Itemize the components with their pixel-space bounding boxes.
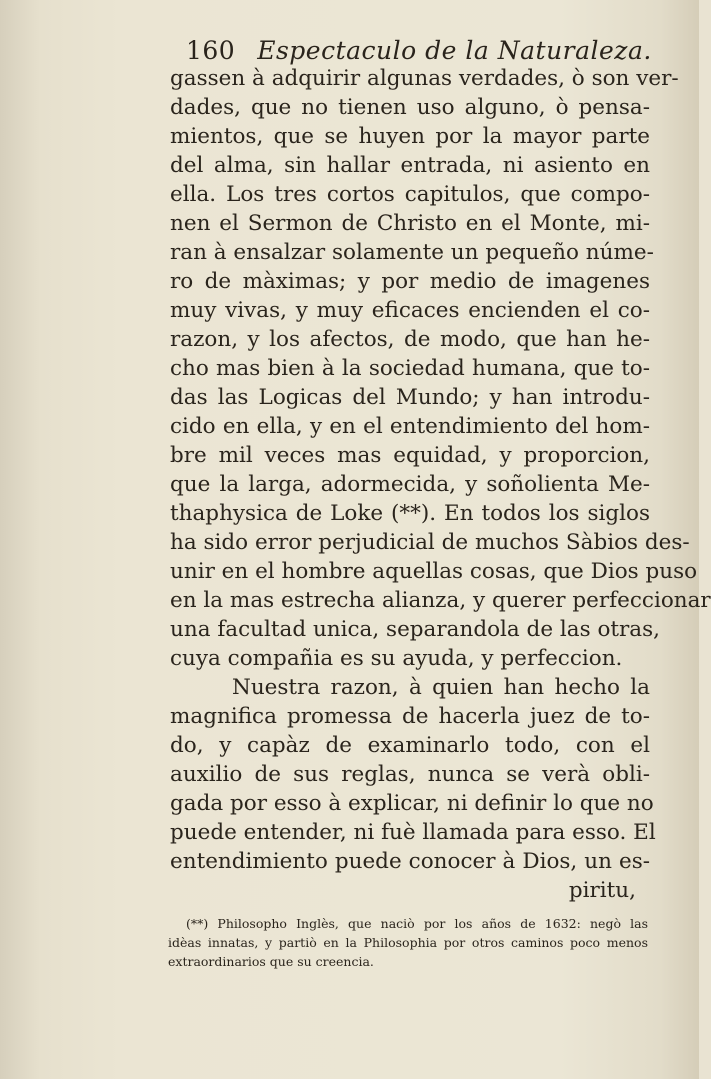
text-line: bre mil veces mas equidad, y proporcion,	[170, 443, 650, 468]
text-line: una facultad unica, separandola de las otras,	[170, 617, 660, 642]
text-line: gada por esso à explicar, ni definir lo que no	[170, 791, 654, 816]
text-line: thaphysica de Loke (**). En todos los siglos	[170, 501, 650, 526]
page-number: 160	[186, 36, 236, 65]
text-line: auxilio de sus reglas, nunca se verà obli-	[170, 762, 650, 787]
footnote-line: idèas innatas, y partiò en la Philosophia por otros caminos poco menos	[168, 935, 648, 950]
text-line: entendimiento puede conocer à Dios, un es-	[170, 849, 650, 874]
text-line: do, y capàz de examinarlo todo, con el	[170, 733, 650, 758]
text-line: nen el Sermon de Christo en el Monte, mi-	[170, 211, 650, 236]
footnote	[168, 914, 648, 971]
running-title: Espectaculo de la Naturaleza.	[257, 36, 652, 65]
text-line: cido en ella, y en el entendimiento del hom-	[170, 414, 650, 439]
page-header	[186, 36, 652, 65]
text-line: muy vivas, y muy eficaces encienden el co-	[170, 298, 650, 323]
text-line: razon, y los afectos, de modo, que han he-	[170, 327, 650, 352]
text-line: magnifica promessa de hacerla juez de to-	[170, 704, 650, 729]
text-line: del alma, sin hallar entrada, ni asiento en	[170, 153, 650, 178]
text-line: puede entender, ni fuè llamada para esso. El	[170, 820, 656, 845]
text-line: dades, que no tienen uso alguno, ò pensa-	[170, 95, 650, 120]
catchword: piritu,	[568, 878, 636, 903]
footnote-line: (**) Philosopho Inglès, que naciò por los años de 1632: negò las	[186, 916, 648, 931]
text-line: cho mas bien à la sociedad humana, que to-	[170, 356, 650, 381]
text-line: en la mas estrecha alianza, y querer perfeccionar	[170, 588, 711, 613]
footnote-line: extraordinarios que su creencia.	[168, 954, 374, 969]
text-line: ran à ensalzar solamente un pequeño núme-	[170, 240, 654, 265]
paragraph-start-line: Nuestra razon, à quien han hecho la	[232, 675, 650, 700]
text-line: unir en el hombre aquellas cosas, que Dios puso	[170, 559, 698, 584]
text-line: das las Logicas del Mundo; y han introdu-	[170, 385, 650, 410]
main-text	[170, 64, 711, 905]
text-line: cuya compañia es su ayuda, y perfeccion.	[170, 646, 623, 671]
text-line: mientos, que se huyen por la mayor parte	[170, 124, 650, 149]
text-line: gassen à adquirir algunas verdades, ò son ver-	[170, 66, 679, 91]
text-line: que la larga, adormecida, y soñolienta Me-	[170, 472, 650, 497]
text-line: ha sido error perjudicial de muchos Sàbios des-	[170, 530, 690, 555]
text-line: ro de màximas; y por medio de imagenes	[170, 269, 650, 294]
text-line: ella. Los tres cortos capitulos, que compo-	[170, 182, 650, 207]
